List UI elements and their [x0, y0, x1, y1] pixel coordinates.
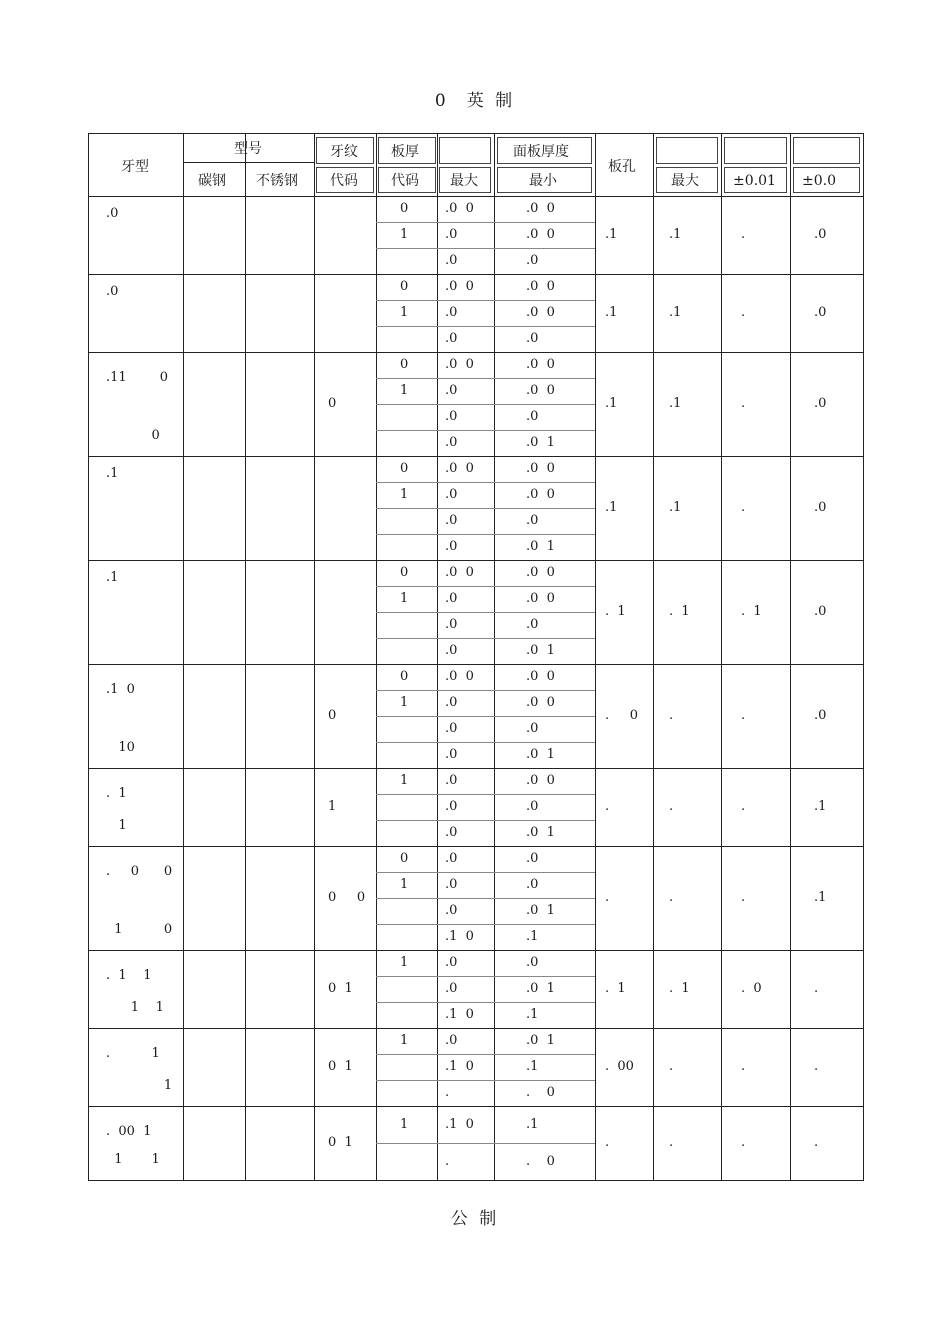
cell-max: .1 0 — [445, 929, 474, 944]
cell-max-2: . — [669, 890, 674, 905]
row-divider — [376, 794, 595, 795]
cell-thread-type: 0 — [106, 428, 160, 443]
group-divider — [88, 1106, 863, 1107]
cell-plate-code: 0 — [400, 669, 409, 684]
cell-min: .0 1 — [526, 825, 555, 840]
cell-plate-code: 1 — [400, 773, 409, 788]
column-divider — [437, 133, 438, 1181]
cell-max: .0 — [445, 331, 458, 346]
cell-max-2: .1 — [669, 396, 682, 411]
column-divider — [494, 133, 495, 1181]
cell-tolerance-1: . — [741, 305, 746, 320]
row-divider — [376, 716, 595, 717]
header-max-2: 最大 — [671, 173, 699, 189]
header-min: 最小 — [529, 173, 557, 189]
cell-max: .0 — [445, 383, 458, 398]
cell-max-2: .1 — [669, 227, 682, 242]
cell-max: .1 0 — [445, 1116, 474, 1132]
cell-thread-type: .0 — [106, 206, 119, 221]
cell-thread-code: 0 — [328, 708, 337, 723]
cell-min: .0 0 — [526, 591, 555, 606]
cell-thread-type: . 1 — [106, 1046, 160, 1061]
cell-hole: . 00 — [605, 1059, 634, 1074]
cell-thread-code: 0 — [328, 396, 337, 411]
cell-min: .0 0 — [526, 201, 555, 216]
cell-max: .0 — [445, 695, 458, 710]
cell-max: .0 — [445, 1033, 458, 1048]
row-divider — [376, 820, 595, 821]
cell-max: .0 — [445, 305, 458, 320]
cell-min: .0 0 — [526, 305, 555, 320]
cell-tolerance-1: . — [741, 708, 746, 723]
cell-tolerance-1: . 0 — [741, 981, 762, 996]
cell-min: . 0 — [526, 1085, 555, 1100]
header-hole: 板孔 — [608, 159, 636, 175]
title-text: 英 制 — [466, 91, 516, 111]
cell-thread-type: 1 — [106, 1078, 173, 1093]
column-divider — [653, 133, 654, 1181]
cell-hole: .1 — [605, 500, 618, 515]
cell-plate-code: 0 — [400, 461, 409, 476]
header-carbon-steel: 碳钢 — [198, 173, 226, 189]
cell-max: .0 — [445, 643, 458, 658]
cell-min: .0 — [526, 851, 539, 866]
cell-plate-code: 1 — [400, 877, 409, 892]
header-bottom-rule — [88, 196, 863, 197]
row-divider — [376, 430, 595, 431]
cell-min: .1 — [526, 1007, 539, 1022]
cell-max: .0 — [445, 487, 458, 502]
cell-thread-type: .1 — [106, 466, 119, 481]
header-tolerance-1: ±0.01 — [733, 173, 776, 189]
cell-hole: . 1 — [605, 604, 626, 619]
cell-max: .0 — [445, 851, 458, 866]
cell-tolerance-2: . — [814, 1135, 819, 1150]
cell-min: .0 — [526, 721, 539, 736]
cell-thread-code: 0 1 — [328, 1059, 353, 1074]
cell-plate-code: 1 — [400, 383, 409, 398]
row-divider — [376, 976, 595, 977]
cell-min: .0 1 — [526, 435, 555, 450]
row-divider — [376, 1002, 595, 1003]
cell-plate-code: 1 — [400, 695, 409, 710]
group-divider — [88, 950, 863, 951]
cell-tolerance-2: .0 — [814, 604, 827, 619]
row-divider — [376, 508, 595, 509]
cell-thread-code: 1 — [328, 799, 337, 814]
cell-max: .0 — [445, 981, 458, 996]
cell-min: .0 1 — [526, 903, 555, 918]
cell-thread-type: . 1 1 — [106, 968, 152, 983]
cell-max: .0 0 — [445, 565, 474, 580]
cell-tolerance-1: . — [741, 500, 746, 515]
cell-plate-code: 0 — [400, 201, 409, 216]
cell-max: .0 — [445, 825, 458, 840]
cell-max-2: . — [669, 1135, 674, 1150]
cell-plate-code: 1 — [400, 305, 409, 320]
cell-max-2: . 1 — [669, 981, 690, 996]
group-divider — [88, 768, 863, 769]
cell-max: .0 0 — [445, 669, 474, 684]
cell-min: .1 — [526, 1116, 539, 1132]
header-plate-thick-top: 板厚 — [391, 144, 419, 160]
row-divider — [376, 924, 595, 925]
cell-min: .0 0 — [526, 487, 555, 502]
cell-tolerance-2: . — [814, 1059, 819, 1074]
cell-plate-code: 0 — [400, 357, 409, 372]
cell-thread-type: . 00 1 — [106, 1124, 152, 1139]
cell-max: .0 — [445, 721, 458, 736]
group-divider — [88, 456, 863, 457]
cell-thread-type: .11 0 — [106, 370, 169, 385]
cell-plate-code: 0 — [400, 279, 409, 294]
cell-plate-code: 1 — [400, 955, 409, 970]
row-divider — [376, 742, 595, 743]
column-divider — [790, 133, 791, 1181]
cell-max: .0 — [445, 591, 458, 606]
row-divider — [376, 326, 595, 327]
cell-hole: . — [605, 799, 610, 814]
cell-tolerance-1: . 1 — [741, 604, 762, 619]
column-divider — [245, 133, 246, 1181]
cell-min: .0 1 — [526, 1033, 555, 1048]
cell-min: .0 — [526, 877, 539, 892]
cell-plate-code: 1 — [400, 591, 409, 606]
cell-min: .0 — [526, 799, 539, 814]
row-divider — [376, 690, 595, 691]
cell-max: .0 0 — [445, 201, 474, 216]
cell-max: .1 0 — [445, 1007, 474, 1022]
cell-max: .0 — [445, 539, 458, 554]
cell-min: . 0 — [526, 1153, 555, 1169]
header-thread-type: 牙型 — [121, 159, 149, 175]
cell-thread-type: 1 — [106, 818, 127, 833]
cell-hole: . — [605, 1135, 610, 1150]
cell-max: .0 — [445, 253, 458, 268]
header-box — [656, 137, 718, 164]
cell-tolerance-1: . — [741, 1059, 746, 1074]
cell-thread-code: 0 0 — [328, 890, 366, 905]
cell-max: .0 — [445, 617, 458, 632]
cell-max: .0 — [445, 903, 458, 918]
group-divider — [88, 664, 863, 665]
cell-plate-code: 1 — [400, 487, 409, 502]
group-divider — [88, 846, 863, 847]
cell-thread-type: 1 1 — [106, 1152, 160, 1167]
cell-tolerance-2: .1 — [814, 890, 827, 905]
cell-plate-code: 0 — [400, 565, 409, 580]
cell-min: .0 1 — [526, 539, 555, 554]
cell-thread-type: .1 — [106, 570, 119, 585]
column-divider — [595, 133, 596, 1181]
cell-tolerance-2: .0 — [814, 396, 827, 411]
row-divider — [376, 872, 595, 873]
cell-thread-code: 0 1 — [328, 1135, 353, 1150]
cell-tolerance-2: .0 — [814, 500, 827, 515]
cell-thread-type: .0 — [106, 284, 119, 299]
cell-max-2: .1 — [669, 500, 682, 515]
cell-tolerance-2: . — [814, 981, 819, 996]
cell-max: .0 — [445, 955, 458, 970]
row-divider — [376, 1054, 595, 1055]
cell-plate-code: 1 — [400, 227, 409, 242]
cell-hole: .1 — [605, 305, 618, 320]
cell-max: .0 — [445, 799, 458, 814]
title-number: 0 — [434, 91, 449, 111]
cell-min: .0 0 — [526, 279, 555, 294]
row-divider — [376, 898, 595, 899]
header-thread-code-bot: 代码 — [330, 173, 358, 189]
column-divider — [721, 133, 722, 1181]
row-divider — [376, 1080, 595, 1081]
cell-tolerance-2: .0 — [814, 708, 827, 723]
header-box — [724, 137, 787, 164]
cell-min: .0 1 — [526, 981, 555, 996]
group-divider — [88, 560, 863, 561]
cell-plate-code: 1 — [400, 1033, 409, 1048]
cell-plate-code: 1 — [400, 1116, 409, 1132]
cell-min: .0 0 — [526, 565, 555, 580]
cell-tolerance-1: . — [741, 227, 746, 242]
group-divider — [88, 352, 863, 353]
cell-min: .0 0 — [526, 669, 555, 684]
cell-min: .0 — [526, 253, 539, 268]
header-plate-thick-bot: 代码 — [391, 173, 419, 189]
cell-max: .0 0 — [445, 461, 474, 476]
cell-max: .0 — [445, 513, 458, 528]
cell-hole: . — [605, 890, 610, 905]
header-thread-code-top: 牙纹 — [330, 144, 358, 160]
cell-min: .0 — [526, 409, 539, 424]
cell-max: . — [445, 1085, 450, 1100]
cell-max-2: . — [669, 708, 674, 723]
row-divider — [376, 586, 595, 587]
row-divider — [376, 378, 595, 379]
row-divider — [376, 248, 595, 249]
cell-min: .0 — [526, 617, 539, 632]
cell-plate-code: 0 — [400, 851, 409, 866]
cell-min: .0 — [526, 513, 539, 528]
cell-thread-type: . 1 — [106, 786, 127, 801]
row-divider — [376, 222, 595, 223]
cell-hole: . 0 — [605, 708, 639, 723]
cell-min: .1 — [526, 1059, 539, 1074]
cell-min: .0 0 — [526, 357, 555, 372]
column-divider — [183, 133, 184, 1181]
cell-min: .0 1 — [526, 747, 555, 762]
row-divider — [376, 482, 595, 483]
cell-max: .0 — [445, 747, 458, 762]
cell-tolerance-2: .0 — [814, 305, 827, 320]
cell-max: .0 — [445, 227, 458, 242]
cell-min: .0 0 — [526, 773, 555, 788]
header-panel-thickness: 面板厚度 — [513, 144, 569, 160]
cell-thread-type: .1 0 — [106, 682, 135, 697]
header-box — [793, 137, 860, 164]
row-divider — [376, 612, 595, 613]
cell-tolerance-1: . — [741, 799, 746, 814]
cell-hole: .1 — [605, 227, 618, 242]
header-divider — [183, 162, 314, 163]
row-divider — [376, 534, 595, 535]
cell-thread-code: 0 1 — [328, 981, 353, 996]
cell-max: .0 — [445, 435, 458, 450]
cell-tolerance-1: . — [741, 396, 746, 411]
column-divider — [376, 133, 377, 1181]
cell-max: .1 0 — [445, 1059, 474, 1074]
row-divider — [376, 404, 595, 405]
cell-max-2: .1 — [669, 305, 682, 320]
cell-thread-type: 10 — [106, 740, 135, 755]
cell-min: .0 — [526, 331, 539, 346]
cell-tolerance-1: . — [741, 890, 746, 905]
cell-max-2: . 1 — [669, 604, 690, 619]
cell-max-2: . — [669, 1059, 674, 1074]
cell-max: .0 — [445, 409, 458, 424]
header-stainless: 不锈钢 — [256, 173, 298, 189]
group-divider — [88, 274, 863, 275]
cell-max: .0 0 — [445, 357, 474, 372]
page-subtitle: 公 制 — [450, 1209, 500, 1229]
cell-min: .0 0 — [526, 461, 555, 476]
cell-max: .0 0 — [445, 279, 474, 294]
cell-max: . — [445, 1153, 450, 1169]
row-divider — [376, 1143, 595, 1144]
row-divider — [376, 638, 595, 639]
cell-min: .0 0 — [526, 695, 555, 710]
cell-min: .0 0 — [526, 227, 555, 242]
cell-thread-type: 1 1 — [106, 1000, 164, 1015]
row-divider — [376, 300, 595, 301]
cell-min: .0 — [526, 955, 539, 970]
group-divider — [88, 1028, 863, 1029]
page-title — [0, 86, 950, 111]
cell-hole: . 1 — [605, 981, 626, 996]
cell-thread-type: . 0 0 — [106, 864, 173, 879]
cell-max: .0 — [445, 877, 458, 892]
cell-tolerance-2: .0 — [814, 227, 827, 242]
cell-tolerance-1: . — [741, 1135, 746, 1150]
spec-table — [88, 133, 864, 1181]
header-max-1: 最大 — [450, 173, 478, 189]
cell-max: .0 — [445, 773, 458, 788]
cell-max-2: . — [669, 799, 674, 814]
cell-min: .0 0 — [526, 383, 555, 398]
cell-thread-type: 1 0 — [106, 922, 173, 937]
cell-tolerance-2: .1 — [814, 799, 827, 814]
cell-min: .0 1 — [526, 643, 555, 658]
cell-hole: .1 — [605, 396, 618, 411]
cell-min: .1 — [526, 929, 539, 944]
header-tolerance-2: ±0.0 — [802, 173, 836, 189]
column-divider — [314, 133, 315, 1181]
header-box — [439, 137, 491, 164]
header-model: 型号 — [234, 141, 262, 157]
